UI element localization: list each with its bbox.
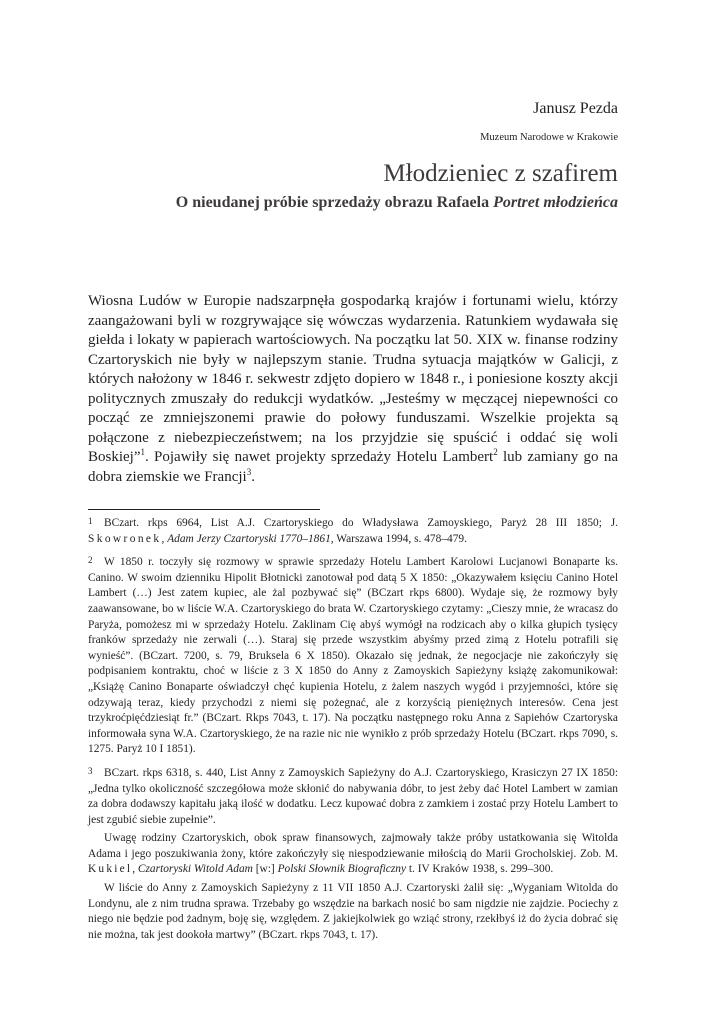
footnote-3-paragraph-2 [88,831,618,878]
body-part-2: . Pojawiły się nawet projekty sprzedaży Hotelu Lambert [145,449,494,465]
footnote-1-text [88,514,618,547]
subtitle-italic: Portret młodzieńca [493,194,618,211]
footnote-1-part-b: , [161,532,168,545]
author-affiliation: Muzeum Narodowe w Krakowie [480,132,618,143]
footnote-2 [88,553,618,758]
footnote-1 [88,514,618,547]
footnote-3-p2-b: , [132,863,138,876]
footnote-3-paragraph-1 [88,764,618,828]
footnote-1-book-title: Adam Jerzy Czartoryski 1770–1861 [167,532,331,545]
footnote-3 [88,764,618,944]
footnote-3-body-3: W liście do Anny z Zamoyskich Sapieżyny z 11 VII 1850 A.J. Czartoryski żalił się: „Wyganiam Witolda do Londynu, ale z nim trudna sprawa. Trzebaby go wszędzie na barkach nosić bo sam nigdzie nie zajdzie. Pociechy z niego nie będzie pod żadnym, boję się, względem. Z jakiejkolwiek go wziąć strony, rzekłbyś iż do życia dobrać się nie można, tak jest dookoła martwy” (BCzart. rkps 7043, t. 17). [88,882,618,941]
footnote-3-body-1: BCzart. rkps 6318, s. 440, List Anny z Zamoyskich Sapieżyny do A.J. Czartoryskiego, Krasiczyn 27 IX 1850: „Jedna tylko okoliczność szczegółowa może skłonić do nabywania dóbr, to jest żeby dać Hotel Lambert w zamian za dobra dodawszy kapitału jaką ilość w dodatku. Lecz kupować dobra z zamkiem i zostać przy Hotelu Lambert to jest zgubić siebie zupełnie”. [88,766,618,826]
footnote-3-paragraph-3 [88,881,618,943]
footnote-3-author: Kukiel [88,863,133,876]
body-paragraph [88,292,618,487]
article-subtitle [176,194,618,212]
footnote-2-body: W 1850 r. toczyły się rozmowy w sprawie sprzedaży Hotelu Lambert Karolowi Lucjanowi Bonaparte ks. Canino. W swoim dzienniku Hipolit Błotnicki zanotował pod datą 5 X 1850: „Okazywałem księciu Canino Hotel Lambert (…) Jest zatem kupiec, ale żal pozbywać się” (BCzart rkps 6800). Wydaje się, że rozmowy były zaawansowane, bo w liście W.A. Czartoryskiego do brata W. Czartoryskiego czytamy: „Cieszy mnie, że wracasz do Paryża, pomożesz mi w sprzedaży Hotelu. Zaklinam Cię abyś wymógł na rodzicach aby o kilka głupich tysięcy franków sprzedaży nie zerwali (…). Staraj się przede wszystkim abyśmy przed zimą z Hotelu potrafili się wynieść”. (BCzart. 7200, s. 79, Bruksela 6 X 1850). Okazało się jednak, że negocjacje nie zakończyły się podpisaniem kontraktu, choć w liście z 3 X 1850 do Anny z Zamoyskich Sapieżyny książę zakomunikował: „Książę Canino Bonaparte oświadczył chęć kupienia Hotelu, z żalem naszych wygód i przyjemności, które się odzywają teraz, kiedy przychodzi z niemi się pożegnać, ale z korzyścią pieniężnych interesów. Cena jest trzykroćpięćdziesiąt fr.” (BCzart. Rkps 7043, t. 17). Na początku następnego roku Anna z Sapiehów Czartoryska informowała syna W.A. Czartoryskiego, że na razie nic nie wynikło z prób sprzedaży Hotelu (BCzart. rkps 7090, s. 1275. Paryż 10 I 1851). [88,556,618,756]
footnote-2-number: 2 [88,555,93,566]
footnote-ref-3[interactable]: 3 [246,466,252,477]
subtitle-main: O nieudanej próbie sprzedaży obrazu Rafaela [175,194,494,211]
footnote-3-number: 3 [88,765,93,776]
article-title: Młodzieniec z szafirem [383,160,618,187]
footnotes [88,514,618,949]
body-part-4: . [251,468,255,485]
author-name: Janusz Pezda [533,100,618,117]
footnote-3-entry-title: Czartoryski Witold Adam [137,863,253,876]
footnote-3-dictionary-title: Polski Słownik Biograficzny [277,863,407,876]
footnote-divider [88,509,320,510]
footnote-ref-2[interactable]: 2 [493,447,498,457]
footnote-1-author: Skowronek [88,532,162,545]
body-part-1: Wiosna Ludów w Europie nadszarpnęła gospodarką krajów i fortunami wielu, którzy zaangażowani byli w rozgrywające się wówczas wydarzenia. Ratunkiem wydawała się giełda i lokaty w papierach wartościowych. Na początku lat 50. XIX w. finanse rodziny Czartoryskich nie były w najlepszym stanie. Trudna sytuacja majątków w Galicji, z których nałożony w 1846 r. sekwestr zdjęto dopiero w 1848 r., i poniesione koszty akcji politycznych zmuszały do redukcji wydatków. „Jesteśmy w męczącej niepewności co począć ze zmniejszonemi prawie do połowy funduszami. Wszelkie projekta są połączone z niebezpieczeństwem; na los przyjdzie się spuścić i oddać się woli Boskiej” [88,293,618,465]
footnote-1-number: 1 [88,516,93,526]
footnote-ref-1[interactable]: 1 [140,447,145,457]
footnote-3-p2-d: t. IV Kraków 1938, s. 299–300. [406,863,554,876]
footnote-1-part-c: , Warszawa 1994, s. 478–479. [330,532,467,545]
footnote-2-text [88,553,618,758]
body-part-3: lub zamiany go na dobra ziemskie we Francji [88,449,618,485]
footnote-3-p2-c: [w:] [252,863,278,876]
footnote-3-p2-a: Uwagę rodziny Czartoryskich, obok spraw finansowych, zajmowały także próby ustatkowania się Witolda Adama i jego poszukiwania żony, które zakończyły się niespodziewanie miłością do Marii Grocholskiej. Zob. M. [88,832,618,860]
footnote-1-part-a: BCzart. rkps 6964, List A.J. Czartoryskiego do Władysława Zamoyskiego, Paryż 28 III 1850; J. [104,517,618,529]
